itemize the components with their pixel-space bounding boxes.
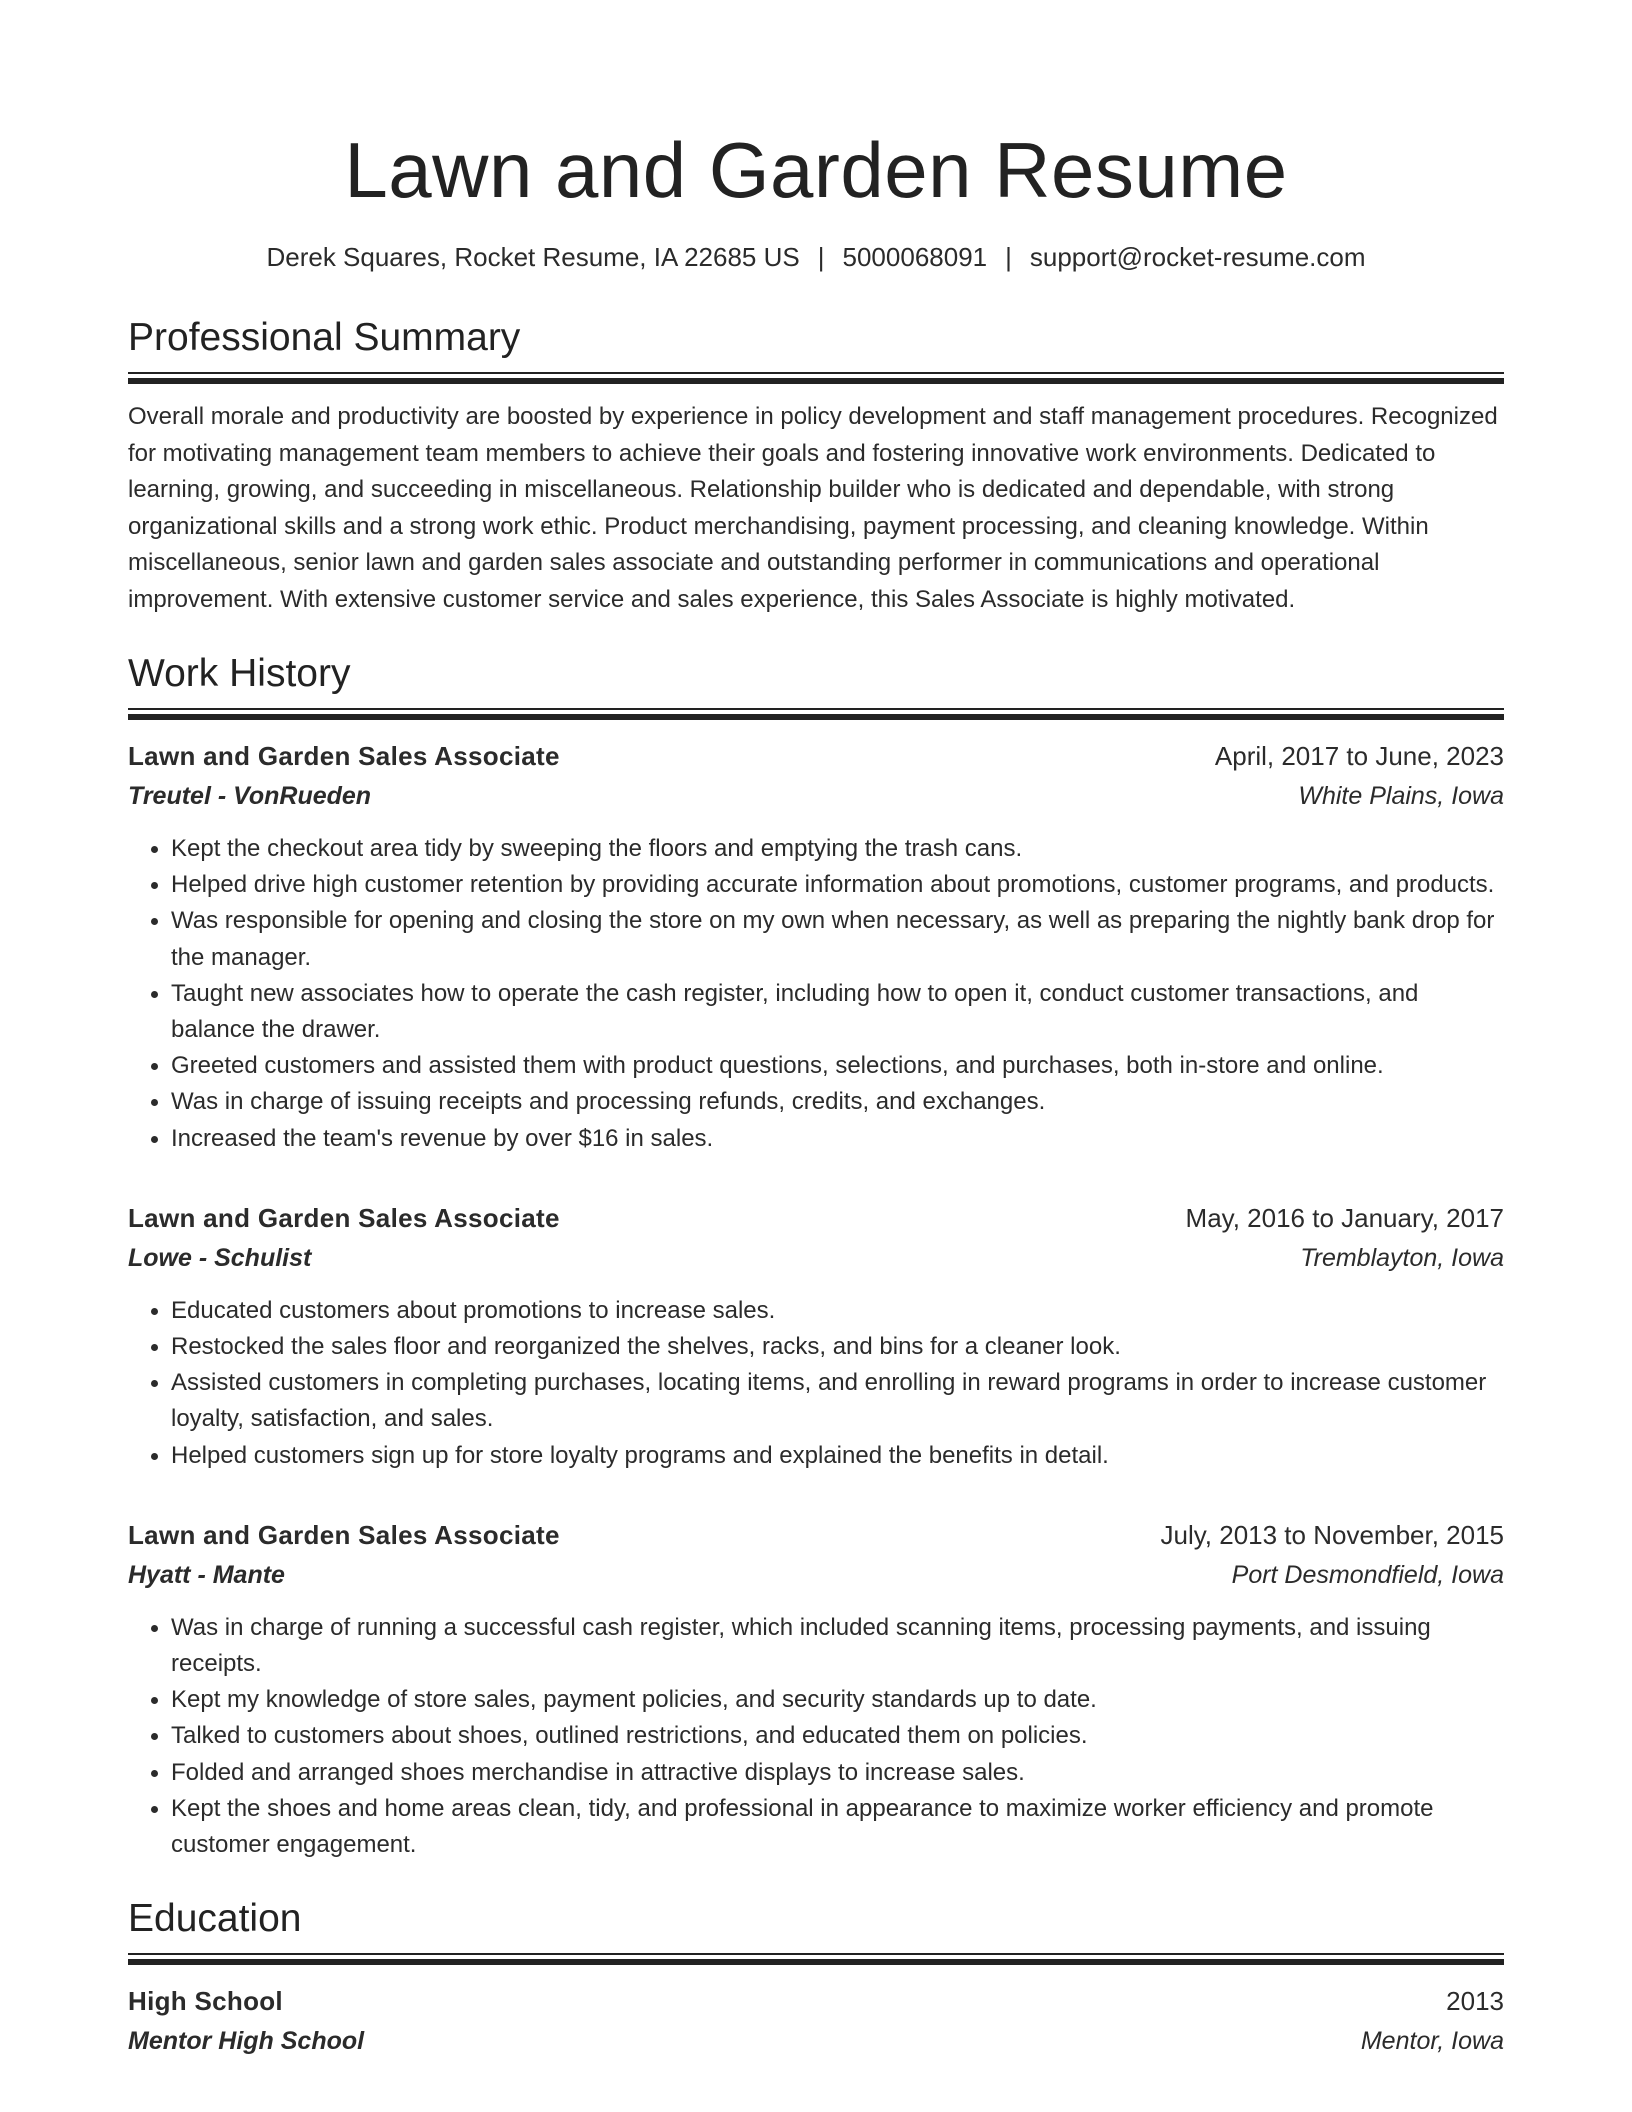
- job-duty: • Talked to customers about shoes, outlined restrictions, and educated them on policies.: [171, 1718, 1504, 1754]
- work-history-section: [128, 650, 1504, 1863]
- contact-separator: |: [1005, 242, 1012, 272]
- summary-text: Overall morale and productivity are boosted by experience in policy development and staff management procedures. Recognized for motivating management team members to achieve their goals and fostering innovative work environments. Dedicated to learning, growing, and succeeding in miscellaneous. Relationship builder who is dedicated and dependable, with strong organizational skills and a strong work ethic. Product merchandising, payment processing, and cleaning knowledge. Within miscellaneous, senior lawn and garden sales associate and outstanding performer in communications and operational improvement. With extensive customer service and sales experience, this Sales Associate is highly motivated.: [128, 403, 1498, 613]
- job-duty: • Greeted customers and assisted them with product questions, selections, and purchases, both in-store and online.: [171, 1048, 1504, 1084]
- contact-email: support@rocket-resume.com: [1029, 242, 1366, 272]
- job-dates: July, 2013 to November, 2015: [1160, 1519, 1504, 1550]
- section-divider: [128, 708, 1504, 719]
- job-entry: [128, 739, 1504, 1157]
- section-heading-work: Work History: [128, 652, 351, 695]
- job-duty: • Was responsible for opening and closing the store on my own when necessary, as well as preparing the nightly bank drop for the manager.: [171, 903, 1504, 975]
- job-duty: • Was in charge of issuing receipts and processing refunds, credits, and exchanges.: [171, 1084, 1504, 1120]
- job-title: Lawn and Garden Sales Associate: [128, 741, 560, 771]
- section-divider: [128, 372, 1504, 383]
- contact-line: [128, 240, 1504, 274]
- section-heading-education: Education: [128, 1897, 302, 1941]
- job-location: White Plains, Iowa: [1298, 782, 1504, 810]
- professional-summary-section: [128, 314, 1504, 618]
- job-duty: • Helped drive high customer retention by providing accurate information about promotions, customer programs, and products.: [171, 867, 1504, 903]
- education-section: [128, 1895, 1504, 2058]
- job-duty: • Taught new associates how to operate the cash register, including how to open it, conduct customer transactions, and balance the drawer.: [171, 976, 1504, 1048]
- job-title: Lawn and Garden Sales Associate: [128, 1519, 560, 1550]
- job-duty: • Helped customers sign up for store loyalty programs and explained the benefits in detail.: [171, 1438, 1504, 1474]
- section-heading-summary: Professional Summary: [128, 316, 521, 359]
- job-location: Port Desmondfield, Iowa: [1231, 1560, 1504, 1589]
- job-duty: • Kept the shoes and home areas clean, tidy, and professional in appearance to maximize worker efficiency and promote customer engagement.: [171, 1791, 1504, 1863]
- job-location: Tremblayton, Iowa: [1300, 1243, 1504, 1272]
- education-location: Mentor, Iowa: [1360, 2027, 1504, 2056]
- contact-separator: |: [817, 242, 825, 272]
- job-title: Lawn and Garden Sales Associate: [128, 1202, 560, 1233]
- section-divider: [128, 1953, 1504, 1964]
- job-entry: [128, 1518, 1504, 1863]
- job-duty: • Folded and arranged shoes merchandise in attractive displays to increase sales.: [171, 1755, 1504, 1791]
- job-company: Lowe - Schulist: [128, 1243, 312, 1272]
- education-year: 2013: [1446, 1986, 1504, 2017]
- job-duty: • Kept the checkout area tidy by sweeping the floors and emptying the trash cans.: [171, 831, 1504, 867]
- resume-title: Lawn and Garden Resume: [344, 126, 1288, 214]
- job-company: Hyatt - Mante: [128, 1560, 285, 1589]
- job-duty: • Increased the team's revenue by over $16 in sales.: [171, 1121, 1504, 1157]
- job-entry: [128, 1201, 1504, 1474]
- job-duty: • Educated customers about promotions to increase sales.: [171, 1293, 1504, 1329]
- job-company: Treutel - VonRueden: [128, 782, 372, 810]
- job-dates: April, 2017 to June, 2023: [1214, 741, 1504, 771]
- education-entry: [128, 1984, 1504, 2058]
- contact-address: Derek Squares, Rocket Resume, IA 22685 US: [266, 242, 800, 272]
- job-duty: • Was in charge of running a successful cash register, which included scanning items, processing payments, and issuing receipts.: [171, 1610, 1504, 1682]
- job-duty: • Restocked the sales floor and reorganized the shelves, racks, and bins for a cleaner look.: [171, 1329, 1504, 1365]
- job-duties-list: [128, 1610, 1504, 1863]
- job-duties-list: [128, 1293, 1504, 1474]
- job-duty: • Kept my knowledge of store sales, payment policies, and security standards up to date.: [171, 1682, 1504, 1718]
- job-duty: • Assisted customers in completing purchases, locating items, and enrolling in reward programs in order to increase customer loyalty, satisfaction, and sales.: [171, 1365, 1504, 1437]
- education-degree: High School: [128, 1986, 283, 2017]
- contact-phone: 5000068091: [842, 242, 988, 272]
- job-duties-list: [128, 831, 1504, 1157]
- job-dates: May, 2016 to January, 2017: [1185, 1202, 1504, 1233]
- education-school: Mentor High School: [128, 2027, 365, 2056]
